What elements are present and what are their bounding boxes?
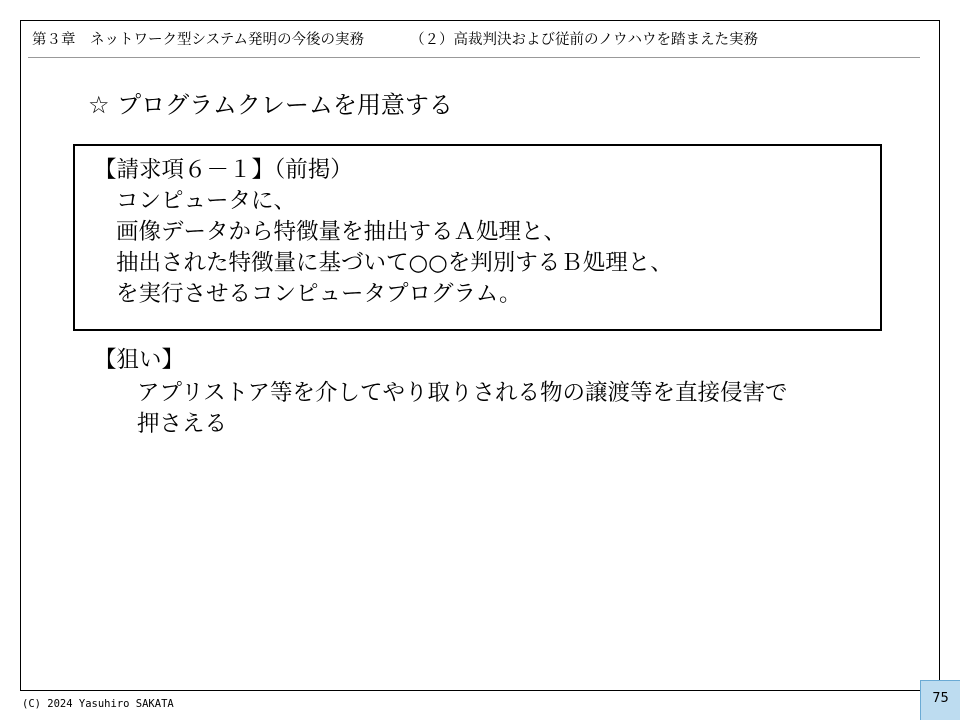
claim-text — [116, 186, 673, 310]
aim-line: 押さえる — [137, 411, 228, 437]
aim-line: アプリストア等を介してやり取りされる物の譲渡等を直接侵害で — [137, 380, 788, 406]
claim-title: 【請求項６－１】（前掲） — [94, 157, 353, 183]
slide-header — [32, 30, 758, 50]
page-number: 75 — [932, 691, 949, 706]
claim-line: コンピュータに、 — [116, 188, 297, 214]
header-divider — [28, 57, 920, 58]
copyright-notice: (C) 2024 Yasuhiro SAKATA — [22, 698, 174, 710]
page-number-badge — [920, 680, 960, 720]
section-title: （２）高裁判決および従前のノウハウを踏まえた実務 — [410, 32, 759, 48]
aim-title: 【狙い】 — [94, 347, 185, 373]
slide-heading: ☆ プログラムクレームを用意する — [88, 91, 453, 119]
aim-text — [137, 378, 917, 440]
claim-line: を実行させるコンピュータプログラム。 — [116, 281, 522, 307]
claim-line: 画像データから特徴量を抽出するＡ処理と、 — [116, 219, 567, 245]
chapter-title: 第３章 ネットワーク型システム発明の今後の実務 — [32, 32, 365, 48]
claim-line: 抽出された特徴量に基づいて○○を判別するＢ処理と、 — [116, 250, 673, 276]
